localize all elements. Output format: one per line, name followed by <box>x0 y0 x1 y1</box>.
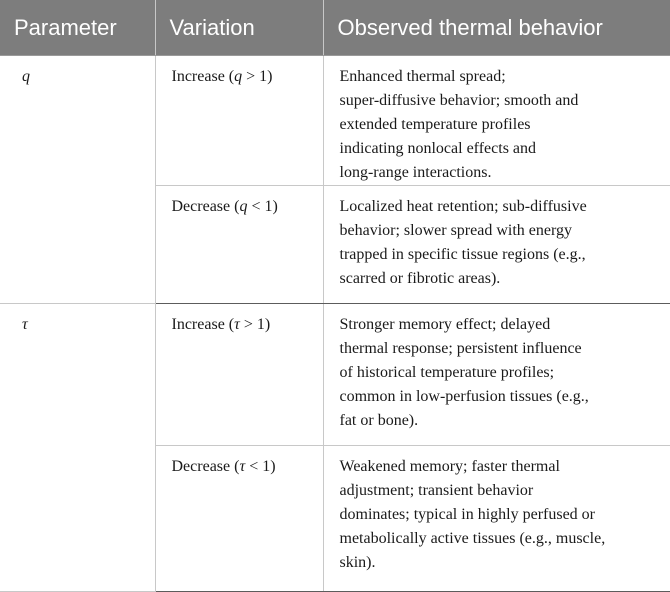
variation-suffix: > 1) <box>239 316 271 333</box>
observed-behavior-cell: Enhanced thermal spread; super-diffusive behavior; smooth and extended temperature profiles indicating nonlocal effects and long-range interactions. <box>323 56 670 186</box>
variation-cell <box>155 186 323 304</box>
table-header <box>0 0 670 56</box>
variation-prefix: Decrease ( <box>171 198 240 215</box>
variation-prefix: Increase ( <box>171 316 235 333</box>
variation-suffix: > 1) <box>242 68 273 85</box>
header-row <box>0 0 670 56</box>
table-row <box>0 56 670 186</box>
parameter-cell-tau: τ <box>0 304 155 592</box>
header-observed-behavior: Observed thermal behavior <box>323 0 670 56</box>
table-row <box>0 304 670 446</box>
table-body <box>0 56 670 592</box>
variation-suffix: < 1) <box>245 458 276 475</box>
variation-prefix: Increase ( <box>171 68 235 85</box>
variation-cell <box>155 304 323 446</box>
header-parameter: Parameter <box>0 0 155 56</box>
variation-cell <box>155 446 323 592</box>
variation-symbol: τ <box>234 316 240 333</box>
parameter-cell-q: q <box>0 56 155 304</box>
variation-symbol: τ <box>239 458 246 475</box>
variation-suffix: < 1) <box>247 198 278 215</box>
variation-symbol: q <box>234 68 243 85</box>
observed-behavior-cell: Localized heat retention; sub-diffusive behavior; slower spread with energy trapped in specific tissue regions (e.g., scarred or fibrotic areas). <box>323 186 670 304</box>
variation-symbol: q <box>239 198 248 215</box>
observed-behavior-cell: Stronger memory effect; delayed thermal response; persistent influence of historical temperature profiles; common in low-perfusion tissues (e.g., fat or bone). <box>323 304 670 446</box>
variation-cell <box>155 56 323 186</box>
variation-prefix: Decrease ( <box>171 458 240 475</box>
header-variation: Variation <box>155 0 323 56</box>
observed-behavior-cell: Weakened memory; faster thermal adjustment; transient behavior dominates; typical in highly perfused or metabolically active tissues (e.g., muscle, skin). <box>323 446 670 592</box>
